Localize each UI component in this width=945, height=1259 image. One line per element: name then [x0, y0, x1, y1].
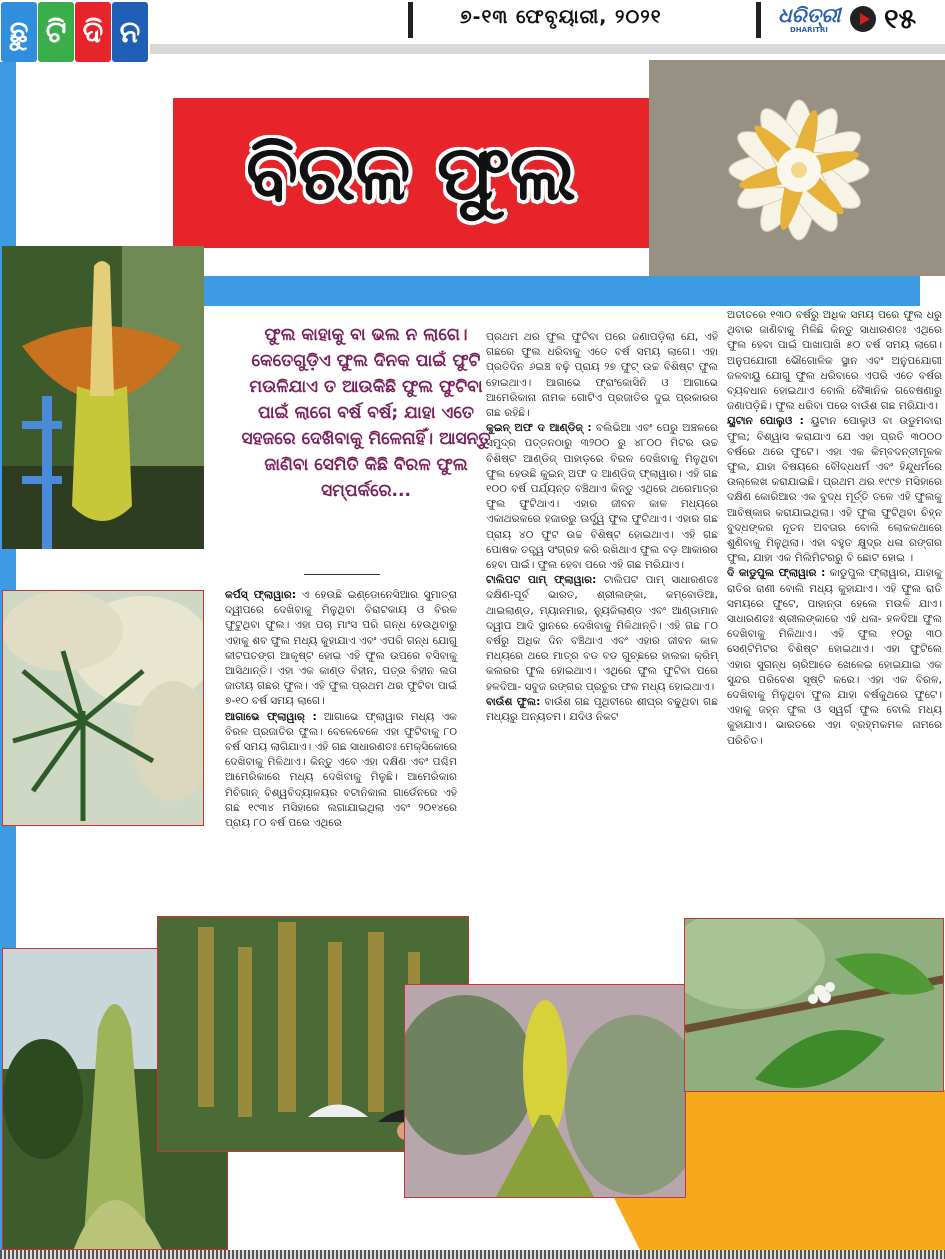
paragraph-kadupul — [727, 566, 942, 748]
header-rule — [150, 44, 945, 54]
article-column-3 — [727, 308, 942, 749]
brand-logo: ଧରିତ୍ରୀ — [778, 3, 841, 27]
text-agave: ଆଗାଭେ ଫ୍ଲାୱାର ମଧ୍ୟ ଏକ ବିରଳ ପ୍ରଜାତିର ଫୁଲ। ବେଳେବେଳେ ଏହା ଫୁଟିବାକୁ ୮୦ ବର୍ଷ ସମୟ ଲାଗିଯାଏ। ଏହି ଗଛ ସାଧାରଣତଃ ମେକ୍ସିକୋରେ ଦେଖିବାକୁ ମିଳିଥାଏ। କିନ୍ତୁ ଏବେ ଏହା ଦକ୍ଷିଣ ଏବଂ ପଶ୍ଚିମ ଆମେରିକାରେ ମଧ୍ୟ ଦେଖିବାକୁ ମିଳୁଛି। ଆମେରିକାର ମିଚିଗାନ୍ ବିଶ୍ୱବିଦ୍ୟାଳୟର ବଟାନିକାଲ ଗାର୍ଡେନରେ ଏହି ଗଛ ୧୯୩୪ ମସିହାରେ ଲଗାଯାଇଥିଲା ଏବଂ ୨୦୧୪ରେ ପ୍ରାୟ ୮୦ ବର୍ଷ ପରେ ଏଥିରେ — [225, 710, 457, 830]
heading-bamboo: ବାଉଁଶ ଫୁଲ: — [486, 695, 541, 708]
intro-text: ଫୁଲ କାହାକୁ ବା ଭଲ ନ ଲାଗେ। କେତେଗୁଡ଼ିଏ ଫୁଲ ଦିନକ ପାଇଁ ଫୁଟି ମଉଳିଯାଏ ତ ଆଉକିଛି ଫୁଲ ଫୁଟିବା ପାଇଁ ଲାଗେ ବର୍ଷ ବର୍ଷ; ଯାହା ଏତେ ସହଜରେ ଦେଖିବାକୁ ମିଳେନାହିଁ। ଆସନ୍ତୁ ଜାଣିବା ସେମିତି କିଛି ବିରଳ ଫୁଲ ସମ୍ପର୍କରେ... — [241, 325, 491, 501]
paragraph-udumbara — [727, 414, 942, 566]
photo-udumbara-flower — [684, 918, 944, 1092]
text-agave-cont: ପ୍ରଥମ ଥର ଫୁଲ ଫୁଟିବା ପରେ ଜଣାପଡ଼ିଲା ଯେ, ଏହି ଗଛରେ ଫୁଲ ଧରିବାକୁ ଏତେ ବର୍ଷ ସମୟ ଲାଗେ। ଏହା ପ୍ରତିଦିନ ୬ଇଞ୍ଚ ବଢ଼ି ପ୍ରାୟ ୨୭ ଫୁଟ୍ ଉଚ୍ଚ ବିଶିଷ୍ଟ ଫୁଲ ହୋଇଥାଏ। ଆଗାଭେ ଫ୍ରାଂକୋସିନି ଓ ଆଗାଭେ ଆମେରିକାନା ନାମକ ଗୋଟିଏ ପ୍ରଜାତିର ଦୁଇ ପ୍ରକାରର ଗଛ ରହିଛି। — [486, 331, 718, 420]
logo-tile-1: ଛୁ — [1, 2, 37, 62]
text-udumbara: ୟୁଟାନ ପୋଲୁଓ ବା ଉଡୁମବାରା ଫୁଲ; ବିଶ୍ୱାସ କରାଯାଏ ଯେ ଏହା ପ୍ରତି ୩୦୦୦ ବର୍ଷରେ ଥରେ ଫୁଟେ। ଏହା ଏକ କିମ୍ବଦନ୍ତୀମୂଳକ ଫୁଲ, ଯାହା ବିଷୟରେ ବୌଦ୍ଧଧର୍ମ ଏବଂ ହିନ୍ଦୁଧର୍ମରେ ଉଲ୍ଲେଖ କରାଯାଇଛି। ପ୍ରଥମ ଥର ୧୯୯୭ ମସିହାରେ ଦକ୍ଷିଣ କୋରିଆର ଏକ ବୁଦ୍ଧ ମୂର୍ତ୍ତି ତଳେ ଏହି ଫୁଲକୁ ଆବିଷ୍କାର କରାଯାଇଥିଲା। ଏହି ଫୁଲ ଫୁଟିଥିବା ଚିହ୍ନ ବୁଦ୍ଧଙ୍କର ନୂତନ ଅବତାର ବୋଲି ଲୋକକଥାରେ ଶୁଣିବାକୁ ମିଳୁଥିଲା। ଏହା ବହୁତ କ୍ଷୁଦ୍ର ଧଳା ରଙ୍ଗର ଫୁଲ, ଯାହା ଏକ ମିଲିମିଟରରୁ ବି ଛୋଟ ହୋଇ । — [727, 415, 942, 565]
text-bamboo: ବାଉଁଶ ଗଛ ପୃଥିବୀରେ ଶୀଘ୍ର ବଢୁଥିବା ଗଛ ମଧ୍ୟରୁ ଅନ୍ୟତମ। ଯଦିଓ ନିକଟ — [486, 695, 718, 724]
logo-tile-2: ଟି — [38, 2, 74, 62]
logo-tile-3: ଦି — [75, 2, 111, 62]
title-blue-bar — [204, 276, 920, 306]
paragraph-bamboo — [486, 695, 718, 725]
text-kadupul: କାଡୁପୁଲ ଫ୍ଲାୱାର, ଯାହାକୁ ରାତିର ରାଣୀ ବୋଲି ମଧ୍ୟ କୁହାଯାଏ। ଏହି ଫୁଲ ରାତି ସମୟରେ ଫୁଟେ, ପାହାନ୍ତା ହେଲେ ମଉଳି ଯାଏ। ସାଧାରଣତଃ ଶ୍ରୀଲଙ୍କାରେ ଏହି ଧଳା- ହଳଦିଆ ଫୁଲ ଦେଖିବାକୁ ମିଳିଥାଏ। ଏହି ଫୁଲ ୧୦ରୁ ୩୦ ସେଣ୍ଟିମିଟର ବିଶିଷ୍ଟ ହୋଇଥାଏ। ଏହା ଫୁଟିଲେ ଏହାର ସୁଗନ୍ଧ ଚାରିଆଡେ ଖେଳେଇ ହୋଇଯାଇ ଏକ ସୁନ୍ଦର ପରିବେଶ ସୃଷ୍ଟି କରେ। ଏହା ଏକ ବିରଳ, ଦେଖିବାକୁ ମିଳୁଥିବା ଫୁଲ ଯାହା ବର୍ଷକୁଥରେ ଫୁଟେ। ଏହାକୁ ଜହ୍ନ ଫୁଲ ଓ ସ୍ୱର୍ଗ ଫୁଲ ବୋଲି ମଧ୍ୟ କୁହାଯାଏ। ଭାରତରେ ଏହା ବ୍ରହ୍ମକମଳ ନାମରେ ପରିଚିତ। — [727, 567, 942, 747]
page-number: ୧୫ — [884, 2, 917, 35]
paragraph-bamboo-cont — [727, 308, 942, 414]
heading-udumbara: ୟୁଟାନ ପୋଲୁଓ : — [727, 415, 804, 428]
photo-agave-flower — [404, 984, 686, 1198]
brand-logo-sub: DHARITRI — [790, 26, 828, 34]
text-corpse-flower: ଏ ହେଉଛି ଇଣ୍ଡୋନେସିଆର ସୁମାତ୍ରା ଦ୍ୱୀପରେ ଦେଖିବାକୁ ମିଳୁଥିବା ବିରାଟକାୟ ଓ ବିରଳ ଫୁଟୁଥିବା ଫୁଲ। ଏହା ପଚା ମାଂସ ପରି ଗନ୍ଧ ହେଉଥିବାରୁ ଏହାକୁ ଶବ ଫୁଲ ମଧ୍ୟ କୁହାଯାଏ ଏବଂ ଏପରି ଗନ୍ଧ ଯୋଗୁ କୀଟପତଙ୍ଗ ଆକୃଷ୍ଟ ହୋଇ ଏହି ଫୁଲ ଉପରେ ବସିବାକୁ ଆସିଥାନ୍ତି। ଏହା ଏକ କାଣ୍ଡ ବିହୀନ, ପତ୍ର ବିହୀନ ଲତା ଜାତୀୟ ଗଛର ଫୁଲ। ଏହି ଫୁଲ ପ୍ରଥମ ଥର ଫୁଟିବା ପାଇଁ ୭-୧୦ ବର୍ଷ ସମୟ ଲାଗେ। — [225, 589, 457, 708]
paragraph-talipot — [486, 573, 718, 695]
heading-queen-of-andes: କୁଇନ୍ ଅଫ ଦ ଆଣ୍ଡିଜ୍ : — [486, 422, 592, 435]
text-queen-of-andes: ବଲିଭିଆ ଏବଂ ପେରୁ ଅଞ୍ଚଳରେ ସମୁଦ୍ର ପତ୍ତନଠାରୁ ୩୨୦୦ ରୁ ୪୮୦୦ ମିଟର ଉଚ୍ଚ ବିଶିଷ୍ଟ ଆଣ୍ଡିଜ୍ ପାହାଡ଼ରେ ବିରଳ ଦେଖିବାକୁ ମିଳୁଥିବା ଫୁଲ ହେଉଛି କୁଇନ୍ ଅଫ ଦ ଆଣ୍ଡିଜ୍ ଫ୍ଲାୱାର। ଏହି ଗଛ ୧୦୦ ବର୍ଷ ପର୍ଯ୍ୟନ୍ତ ବଞ୍ଚିଥାଏ କିନ୍ତୁ ଏଥିରେ ଥରେମାତ୍ର ଫୁଲ ଫୁଟିଥାଏ। ଏହାର ଜୀବନ କାଳ ମଧ୍ୟରେ ଏକାଥରକରେ ହଜାରରୁ ଊର୍ଦ୍ଧ୍ୱ ଫୁଲ ଫୁଟିଥାଏ। ଏହାର ଗଛ ପ୍ରାୟ ୪୦ ଫୁଟ ଉଚ୍ଚ ବିଶିଷ୍ଟ ହୋଇଥାଏ। ଏହି ଗଛ ପୋଷକ ତତ୍ତ୍ୱ ସଂଗ୍ରହ କରି ରଖିଥାଏ ଫୁଲ ବଡ଼ ଆକାରର ହେବା ପାଇଁ। ଫୁଲ ହେବା ପରେ ଏହି ଗଛ ମରିଯାଏ। — [486, 422, 718, 572]
intro-divider — [304, 574, 380, 575]
paragraph-agave — [225, 710, 457, 832]
heading-kadupul: ଦି କାଡୁପୁଲ ଫ୍ଲାୱାର : — [727, 567, 826, 580]
heading-agave: ଆଗାଭେ ଫ୍ଲାୱାର୍ : — [225, 710, 317, 723]
text-talipot: ଟାଲିପଟ ପାମ୍ ସାଧାରଣତଃ ଦକ୍ଷିଣ-ପୂର୍ବ ଭାରତ, ଶ୍ରୀଲଙ୍କା, କମ୍ବୋଡିଆ, ଥାଇଲାଣ୍ଡ, ମ୍ୟାନମାର, ନ୍ୟୁଜିଲାଣ୍ଡ ଏବଂ ଆଣ୍ଡାମାନ ଦ୍ୱୀପ ଆଦି ସ୍ଥାନରେ ଦେଖିବାକୁ ମିଳିଥାନ୍ତି। ଏହି ଗଛ ୮୦ ବର୍ଷରୁ ଅଧିକ ଦିନ ବଞ୍ଚିଥାଏ ଏବଂ ଏହାର ଜୀବନ କାଳ ମଧ୍ୟରେ ଥରେ ମାତ୍ର ବଡ ବଡ ଗୁଚ୍ଛରେ ହାଲକା କ୍ରିମ୍ କଲରର ଫୁଲ ହୋଇଥାଏ। ଏଥିରେ ଫୁଲ ଫୁଟିବା ପରେ ହଳଦିଆ- ସବୁଜ ରଙ୍ଗର ପ୍ରଚୁର ଫଳ ମଧ୍ୟ ହୋଇଥାଏ। — [486, 574, 718, 693]
article-column-1 — [225, 588, 457, 831]
heading-talipot: ଟାଲିପଟ ପାମ୍ ଫ୍ଲାୱାର: — [486, 574, 597, 587]
paragraph-agave-cont — [486, 330, 718, 421]
article-column-2 — [486, 330, 718, 725]
heading-corpse-flower: କର୍ପସ୍ ଫ୍ଲାୱାର: — [225, 589, 297, 601]
bottom-rule — [0, 1250, 945, 1259]
photo-kadupul-flower — [649, 60, 945, 276]
header-separator-right — [756, 2, 761, 38]
play-icon — [850, 6, 876, 32]
logo-tile-4: ନ — [112, 2, 148, 62]
page-title: ବିରଳ ଫୁଲ — [246, 127, 576, 217]
issue-date: ୭-୧୩ ଫେବୃୟାରୀ, ୨୦୨୧ — [460, 6, 662, 28]
photo-corpse-flower — [2, 246, 204, 549]
header-separator-left — [408, 2, 413, 38]
paragraph-corpse-flower — [225, 588, 457, 710]
text-bamboo-cont: ଅତୀତରେ ୧୩୦ ବର୍ଷରୁ ଅଧିକ ସମୟ ପରେ ଫୁଲ ଧରୁ ଥିବାର ଜାଣିବାକୁ ମିଳିଛି କିନ୍ତୁ ସାଧାରଣତଃ ଏଥିରେ ଫୁଲ ହେବା ପାଇଁ ପାଖାପାଖି ୫୦ ବର୍ଷ ସମୟ ଲାଗେ। ଅନୁପଯୋଗୀ ଭୌଗୋଳିକ ସ୍ଥାନ ଏବଂ ଅନୁପଯୋଗୀ ଜଳବାୟୁ ଯୋଗୁ ଫୁଲ ଧରିବାରେ ଏପରି ଏତେ ବର୍ଷର ବ୍ୟବଧାନ ହୋଇଥାଏ ବୋଲି ବୈଜ୍ଞାନିକ ଗବେଷଣାରୁ ଜଣାପଡ଼ିଛି। ଫୁଲ ଧରିବା ପରେ ବାଉଁଶ ଗଛ ମରିଯାଏ। — [727, 309, 942, 413]
paragraph-queen-of-andes — [486, 421, 718, 573]
photo-talipot-palm — [2, 590, 204, 826]
